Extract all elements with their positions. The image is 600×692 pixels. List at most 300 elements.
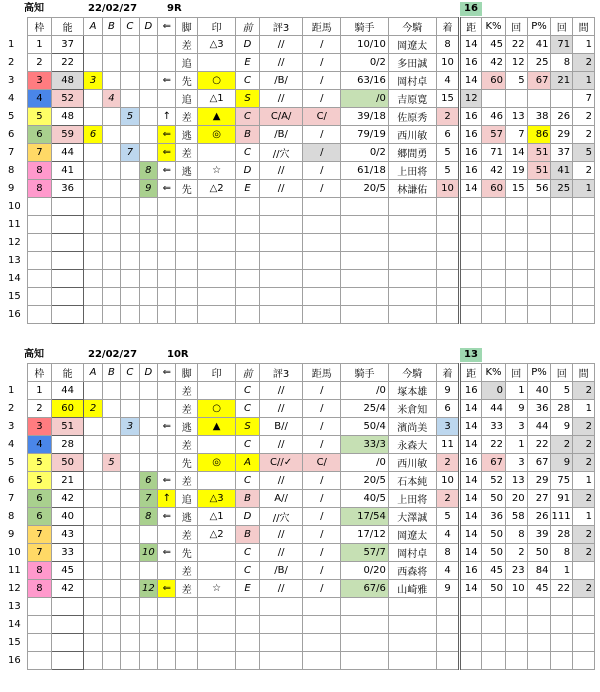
cell-arrow <box>158 198 176 216</box>
cell-distance: / <box>303 436 341 454</box>
cell-c <box>121 180 139 198</box>
cell-waku <box>28 234 52 252</box>
cell-interval: 2 <box>573 454 595 472</box>
cell-b <box>102 270 120 288</box>
cell-waku <box>28 216 52 234</box>
cell-count2 <box>551 598 573 616</box>
cell-a <box>84 562 102 580</box>
cell-finish: 5 <box>436 144 460 162</box>
cell-c <box>121 634 139 652</box>
cell-b <box>102 508 120 526</box>
cell-distance: / <box>303 54 341 72</box>
cell-c <box>121 508 139 526</box>
cell-interval: 2 <box>573 126 595 144</box>
cell-interval: 1 <box>573 36 595 54</box>
cell-k-pct <box>482 306 506 324</box>
cell-pos: C <box>236 472 260 490</box>
cell-count1: 3 <box>505 454 527 472</box>
cell-count2: 1 <box>551 562 573 580</box>
cell-distance: / <box>303 562 341 580</box>
cell-ability: 52 <box>51 90 84 108</box>
cell-eval3 <box>259 634 302 652</box>
table-row <box>8 198 595 216</box>
cell-distance: / <box>303 90 341 108</box>
table-row <box>8 436 595 454</box>
cell-count1: 14 <box>505 144 527 162</box>
cell-distance: / <box>303 472 341 490</box>
cell-row: 13 <box>8 601 21 612</box>
cell-ability: 48 <box>51 72 84 90</box>
cell-eval3 <box>259 234 302 252</box>
cell-d <box>139 216 157 234</box>
table-row <box>8 144 595 162</box>
cell-k-pct <box>482 616 506 634</box>
cell-d <box>139 562 157 580</box>
cell-waku: 5 <box>28 472 52 490</box>
cell-finish <box>436 216 460 234</box>
cell-k-pct: 45 <box>482 562 506 580</box>
cell-current: 岡村卓 <box>388 544 436 562</box>
cell-count1 <box>505 216 527 234</box>
cell-row: 2 <box>8 403 15 414</box>
cell-current <box>388 270 436 288</box>
cell-style <box>176 216 198 234</box>
cell-count2: 8 <box>551 54 573 72</box>
cell-c <box>121 216 139 234</box>
cell-a: 6 <box>84 126 102 144</box>
cell-eval3: // <box>259 472 302 490</box>
cell-k-pct <box>482 216 506 234</box>
race2-header <box>0 348 600 362</box>
cell-finish <box>436 252 460 270</box>
table-row <box>8 634 595 652</box>
cell-ability <box>51 198 84 216</box>
cell-d <box>139 436 157 454</box>
cell-count2: 71 <box>551 36 573 54</box>
cell-waku: 6 <box>28 508 52 526</box>
cell-mark: ▲ <box>198 418 236 436</box>
cell-waku <box>28 252 52 270</box>
header-a: A <box>84 364 102 382</box>
cell-k-pct: 60 <box>482 72 506 90</box>
cell-arrow <box>158 36 176 54</box>
cell-waku <box>28 288 52 306</box>
cell-style: 追 <box>176 90 198 108</box>
cell-finish: 5 <box>436 162 460 180</box>
cell-jockey: 67/6 <box>341 580 389 598</box>
cell-style <box>176 652 198 670</box>
cell-k-pct <box>482 652 506 670</box>
cell-count1 <box>505 198 527 216</box>
cell-jockey: 25/4 <box>341 400 389 418</box>
cell-pos <box>236 252 260 270</box>
cell-arrow <box>158 54 176 72</box>
cell-eval3 <box>259 270 302 288</box>
cell-a <box>84 652 102 670</box>
cell-mark <box>198 252 236 270</box>
cell-a <box>84 544 102 562</box>
cell-style: 逃 <box>176 508 198 526</box>
cell-eval3: // <box>259 544 302 562</box>
cell-mark: △1 <box>198 90 236 108</box>
cell-ability: 41 <box>51 162 84 180</box>
cell-interval: 2 <box>573 526 595 544</box>
cell-distance <box>303 270 341 288</box>
cell-style: 先 <box>176 544 198 562</box>
cell-distance: / <box>303 126 341 144</box>
cell-ability: 50 <box>51 454 84 472</box>
cell-k-pct <box>482 198 506 216</box>
cell-jockey <box>341 252 389 270</box>
header-row <box>8 18 28 36</box>
cell-p-pct: 38 <box>527 108 551 126</box>
cell-jockey: 17/12 <box>341 526 389 544</box>
cell-dist <box>460 634 482 652</box>
cell-a <box>84 54 102 72</box>
header-count2: 回 <box>551 18 573 36</box>
table-row <box>8 472 595 490</box>
cell-jockey <box>341 234 389 252</box>
cell-jockey: 0/20 <box>341 562 389 580</box>
cell-jockey <box>341 616 389 634</box>
cell-distance: / <box>303 162 341 180</box>
cell-waku: 3 <box>28 418 52 436</box>
cell-distance <box>303 306 341 324</box>
cell-mark <box>198 288 236 306</box>
header-d: D <box>139 18 157 36</box>
cell-a <box>84 616 102 634</box>
cell-finish: 15 <box>436 90 460 108</box>
cell-interval: 2 <box>573 418 595 436</box>
cell-a <box>84 234 102 252</box>
cell-p-pct <box>527 234 551 252</box>
cell-c <box>121 544 139 562</box>
cell-pos: C <box>236 382 260 400</box>
cell-a <box>84 472 102 490</box>
table-row <box>8 54 595 72</box>
cell-eval3 <box>259 216 302 234</box>
cell-mark <box>198 234 236 252</box>
cell-pos: E <box>236 580 260 598</box>
cell-style: 差 <box>176 526 198 544</box>
cell-count2: 5 <box>551 382 573 400</box>
cell-distance: / <box>303 544 341 562</box>
cell-pos: D <box>236 162 260 180</box>
cell-dist <box>460 598 482 616</box>
cell-p-pct: 44 <box>527 418 551 436</box>
cell-row: 11 <box>8 565 21 576</box>
cell-k-pct <box>482 90 506 108</box>
cell-pos: B <box>236 526 260 544</box>
cell-ability <box>51 652 84 670</box>
table-row <box>8 216 595 234</box>
cell-arrow <box>158 526 176 544</box>
cell-jockey: 0/2 <box>341 54 389 72</box>
cell-dist <box>460 216 482 234</box>
cell-finish: 10 <box>436 180 460 198</box>
cell-waku: 6 <box>28 490 52 508</box>
cell-style: 逃 <box>176 126 198 144</box>
cell-interval: 1 <box>573 472 595 490</box>
cell-d <box>139 382 157 400</box>
cell-p-pct <box>527 270 551 288</box>
cell-waku: 8 <box>28 562 52 580</box>
cell-mark <box>198 382 236 400</box>
cell-finish: 2 <box>436 490 460 508</box>
cell-interval <box>573 562 595 580</box>
cell-style: 先 <box>176 180 198 198</box>
cell-arrow <box>158 382 176 400</box>
header-finish: 着 <box>436 18 460 36</box>
cell-style <box>176 306 198 324</box>
cell-jockey <box>341 216 389 234</box>
cell-distance <box>303 634 341 652</box>
cell-eval3: //穴 <box>259 508 302 526</box>
cell-eval3: // <box>259 180 302 198</box>
cell-b <box>102 490 120 508</box>
cell-count1: 58 <box>505 508 527 526</box>
cell-waku: 7 <box>28 526 52 544</box>
cell-c <box>121 616 139 634</box>
cell-eval3: /B/ <box>259 126 302 144</box>
cell-interval <box>573 634 595 652</box>
cell-ability <box>51 598 84 616</box>
cell-current <box>388 634 436 652</box>
cell-mark <box>198 652 236 670</box>
table-row <box>8 270 595 288</box>
cell-dist: 16 <box>460 144 482 162</box>
cell-a <box>84 162 102 180</box>
cell-count1 <box>505 252 527 270</box>
cell-eval3: // <box>259 54 302 72</box>
cell-d <box>139 526 157 544</box>
cell-b <box>102 580 120 598</box>
cell-b <box>102 544 120 562</box>
cell-c <box>121 526 139 544</box>
cell-interval: 2 <box>573 382 595 400</box>
cell-arrow <box>158 598 176 616</box>
cell-dist: 16 <box>460 126 482 144</box>
cell-jockey: 10/10 <box>341 36 389 54</box>
cell-count1 <box>505 652 527 670</box>
cell-jockey: /0 <box>341 90 389 108</box>
cell-d <box>139 634 157 652</box>
cell-finish: 5 <box>436 508 460 526</box>
cell-finish: 2 <box>436 454 460 472</box>
cell-current: 西川敏 <box>388 126 436 144</box>
header-count1: 回 <box>505 18 527 36</box>
cell-mark: ☆ <box>198 580 236 598</box>
header-k-pct: K% <box>482 364 506 382</box>
cell-dist <box>460 270 482 288</box>
header-jockey: 騎手 <box>341 364 389 382</box>
cell-row: 15 <box>8 637 21 648</box>
cell-distance: / <box>303 400 341 418</box>
cell-current <box>388 306 436 324</box>
cell-ability: 42 <box>51 580 84 598</box>
cell-finish: 4 <box>436 562 460 580</box>
cell-a <box>84 436 102 454</box>
cell-c <box>121 270 139 288</box>
cell-row: 5 <box>8 111 15 122</box>
cell-row: 1 <box>8 385 15 396</box>
cell-dist: 14 <box>460 400 482 418</box>
cell-row: 8 <box>8 511 15 522</box>
table-row <box>8 180 595 198</box>
cell-count1 <box>505 306 527 324</box>
cell-jockey <box>341 288 389 306</box>
cell-current: 岡遼太 <box>388 36 436 54</box>
cell-ability <box>51 234 84 252</box>
table-row <box>8 508 595 526</box>
cell-b <box>102 72 120 90</box>
race1-header <box>0 2 600 16</box>
cell-current <box>388 198 436 216</box>
cell-ability: 22 <box>51 54 84 72</box>
cell-pos: S <box>236 90 260 108</box>
cell-arrow <box>158 216 176 234</box>
cell-arrow: ⇐ <box>158 580 176 598</box>
cell-a <box>84 526 102 544</box>
cell-distance: / <box>303 36 341 54</box>
cell-a <box>84 454 102 472</box>
cell-mark: △3 <box>198 490 236 508</box>
cell-mark: △1 <box>198 508 236 526</box>
cell-mark: ◎ <box>198 126 236 144</box>
cell-count1: 3 <box>505 418 527 436</box>
cell-arrow: ⇐ <box>158 472 176 490</box>
cell-arrow <box>158 562 176 580</box>
cell-arrow <box>158 306 176 324</box>
cell-b <box>102 400 120 418</box>
cell-a <box>84 306 102 324</box>
cell-style: 追 <box>176 54 198 72</box>
cell-dist <box>460 616 482 634</box>
cell-d <box>139 72 157 90</box>
header-pos: 前 <box>236 364 260 382</box>
cell-mark <box>198 144 236 162</box>
cell-current: 大澤誠 <box>388 508 436 526</box>
cell-finish <box>436 306 460 324</box>
cell-current: 多田誠 <box>388 54 436 72</box>
cell-finish <box>436 288 460 306</box>
cell-jockey: /0 <box>341 382 389 400</box>
cell-row: 14 <box>8 273 21 284</box>
cell-ability: 44 <box>51 144 84 162</box>
cell-interval <box>573 216 595 234</box>
cell-arrow <box>158 454 176 472</box>
cell-style: 差 <box>176 472 198 490</box>
cell-row: 7 <box>8 493 15 504</box>
cell-ability: 44 <box>51 382 84 400</box>
cell-jockey <box>341 598 389 616</box>
cell-a <box>84 508 102 526</box>
cell-jockey: 0/2 <box>341 144 389 162</box>
cell-c <box>121 162 139 180</box>
cell-a <box>84 598 102 616</box>
cell-d: 10 <box>139 544 157 562</box>
cell-ability: 43 <box>51 526 84 544</box>
cell-distance <box>303 234 341 252</box>
cell-row: 9 <box>8 529 15 540</box>
cell-d <box>139 198 157 216</box>
cell-pos: C <box>236 72 260 90</box>
cell-current <box>388 252 436 270</box>
cell-arrow: ⇐ <box>158 418 176 436</box>
cell-row: 12 <box>8 237 21 248</box>
cell-p-pct: 22 <box>527 436 551 454</box>
cell-distance: / <box>303 526 341 544</box>
cell-dist <box>460 652 482 670</box>
cell-mark: ○ <box>198 400 236 418</box>
cell-count2: 75 <box>551 472 573 490</box>
cell-current: 山崎雅 <box>388 580 436 598</box>
cell-count1 <box>505 270 527 288</box>
cell-jockey <box>341 270 389 288</box>
cell-distance: / <box>303 490 341 508</box>
cell-pos <box>236 288 260 306</box>
cell-row: 13 <box>8 255 21 266</box>
cell-ability: 60 <box>51 400 84 418</box>
cell-count2: 2 <box>551 436 573 454</box>
cell-k-pct <box>482 634 506 652</box>
cell-count2 <box>551 252 573 270</box>
cell-b <box>102 652 120 670</box>
cell-interval <box>573 288 595 306</box>
cell-interval: 1 <box>573 400 595 418</box>
cell-count1: 13 <box>505 108 527 126</box>
cell-distance <box>303 198 341 216</box>
cell-jockey <box>341 652 389 670</box>
cell-b <box>102 526 120 544</box>
cell-a: 3 <box>84 72 102 90</box>
cell-ability: 28 <box>51 436 84 454</box>
cell-distance: / <box>303 144 341 162</box>
cell-ability: 40 <box>51 508 84 526</box>
race1-total: 16 <box>460 2 482 16</box>
cell-a <box>84 634 102 652</box>
cell-d: 12 <box>139 580 157 598</box>
cell-current: 岡村卓 <box>388 72 436 90</box>
cell-c <box>121 400 139 418</box>
cell-mark <box>198 544 236 562</box>
cell-count2 <box>551 288 573 306</box>
cell-mark <box>198 270 236 288</box>
cell-count2 <box>551 652 573 670</box>
cell-pos <box>236 634 260 652</box>
header-eval3: 評3 <box>259 18 302 36</box>
cell-count2: 25 <box>551 180 573 198</box>
cell-k-pct: 36 <box>482 508 506 526</box>
cell-eval3 <box>259 252 302 270</box>
cell-dist <box>460 198 482 216</box>
cell-b: 5 <box>102 454 120 472</box>
header-mark: 印 <box>198 364 236 382</box>
cell-d <box>139 270 157 288</box>
cell-current: 西川敏 <box>388 454 436 472</box>
cell-count1: 7 <box>505 126 527 144</box>
cell-waku: 5 <box>28 108 52 126</box>
cell-waku: 2 <box>28 54 52 72</box>
header-c: C <box>121 364 139 382</box>
cell-current: 永森大 <box>388 436 436 454</box>
race1-number: 9R <box>167 3 182 14</box>
cell-dist: 14 <box>460 180 482 198</box>
cell-p-pct: 40 <box>527 382 551 400</box>
cell-d <box>139 616 157 634</box>
cell-style: 差 <box>176 580 198 598</box>
cell-arrow: ⇐ <box>158 162 176 180</box>
